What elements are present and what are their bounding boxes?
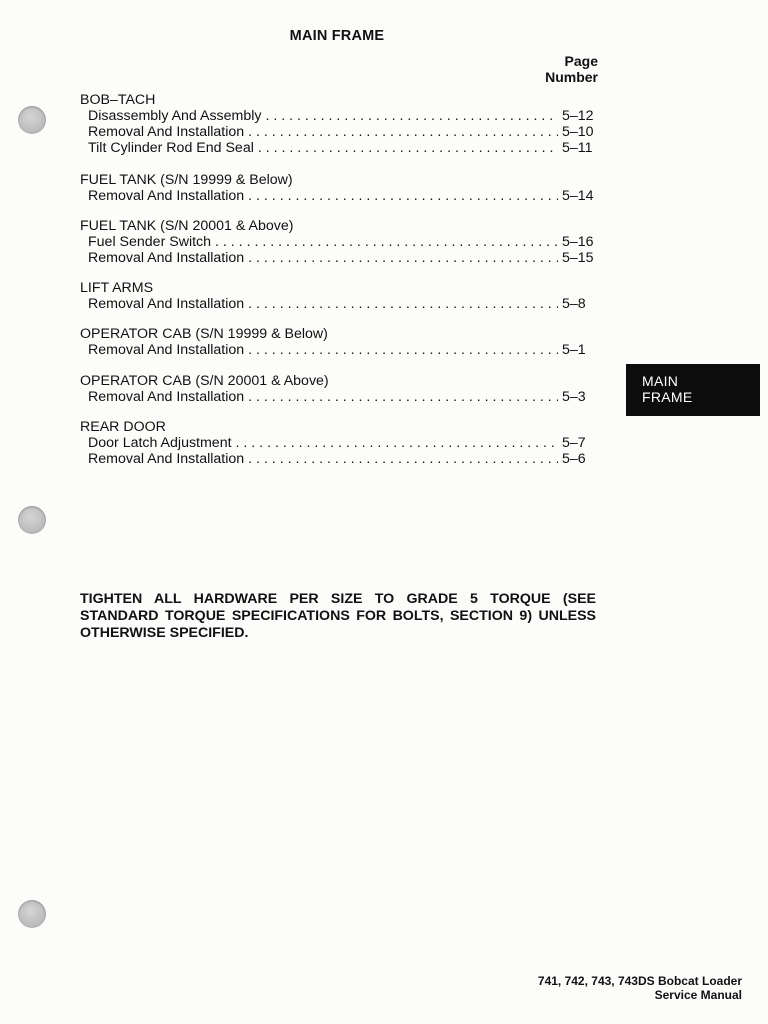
toc-entry-page: 5–8 (562, 296, 586, 312)
toc-entry-label: Door Latch Adjustment (88, 435, 232, 451)
section-tab-line2: FRAME (642, 389, 693, 405)
toc-entry-label: Removal And Installation (88, 124, 245, 140)
toc-entry-label: Removal And Installation (88, 188, 245, 204)
toc-entry-page: 5–1 (562, 342, 586, 358)
toc-heading: LIFT ARMS (80, 280, 154, 296)
page-number-column-header (500, 53, 598, 85)
toc-heading: FUEL TANK (S/N 19999 & Below) (80, 172, 293, 188)
page-title: MAIN FRAME (289, 28, 385, 44)
section-tab-main-frame[interactable] (626, 364, 760, 416)
toc-entry[interactable] (80, 250, 600, 266)
toc-section-rear-door (80, 419, 600, 467)
toc-entry[interactable] (80, 342, 600, 358)
toc-entry[interactable] (80, 188, 600, 204)
toc-section-fuel-tank-below (80, 172, 600, 204)
toc-entry-page: 5–7 (562, 435, 586, 451)
toc-entry[interactable] (80, 451, 600, 467)
footer-line1: 741, 742, 743, 743DS Bobcat Loader (537, 974, 742, 988)
toc-section-operator-cab-above (80, 373, 600, 405)
leader-dots (248, 389, 558, 405)
leader-dots (248, 342, 558, 358)
toc-entry-page: 5–3 (562, 389, 586, 405)
toc-entry-page: 5–15 (562, 250, 594, 266)
toc-section-lift-arms (80, 280, 600, 312)
binder-hole (18, 900, 46, 928)
torque-note: TIGHTEN ALL HARDWARE PER SIZE TO GRADE 5 TORQUE (SEE STANDARD TORQUE SPECIFICATIONS FOR BOLTS, SECTION 9) UNLESS OTHERWISE SPECIFIED. (80, 591, 596, 641)
toc-entry[interactable] (80, 234, 600, 250)
toc-heading: FUEL TANK (S/N 20001 & Above) (80, 218, 294, 234)
toc-entry[interactable] (80, 296, 600, 312)
toc-entry[interactable] (80, 389, 600, 405)
leader-dots (258, 140, 558, 156)
toc-entry[interactable] (80, 140, 600, 156)
toc-entry-label: Fuel Sender Switch (88, 234, 212, 250)
toc-entry-label: Removal And Installation (88, 296, 245, 312)
leader-dots (248, 188, 558, 204)
toc-entry-page: 5–12 (562, 108, 594, 124)
toc-heading: BOB–TACH (80, 92, 156, 108)
toc-entry-label: Removal And Installation (88, 342, 245, 358)
toc-entry-page: 5–11 (562, 140, 593, 156)
binder-hole (18, 506, 46, 534)
leader-dots (215, 234, 558, 250)
toc-heading: OPERATOR CAB (S/N 20001 & Above) (80, 373, 329, 389)
page-header-line1: Page (564, 53, 598, 69)
toc-entry[interactable] (80, 435, 600, 451)
toc-entry-page: 5–16 (562, 234, 594, 250)
toc-entry[interactable] (80, 124, 600, 140)
toc-entry-label: Removal And Installation (88, 389, 245, 405)
toc-entry-page: 5–6 (562, 451, 586, 467)
leader-dots (248, 296, 558, 312)
toc-entry-label: Tilt Cylinder Rod End Seal (88, 140, 254, 156)
toc-entry-label: Disassembly And Assembly (88, 108, 262, 124)
toc-entry-label: Removal And Installation (88, 250, 245, 266)
footer-line2: Service Manual (654, 988, 742, 1002)
leader-dots (248, 451, 558, 467)
toc-section-bob-tach (80, 92, 600, 156)
toc-heading: REAR DOOR (80, 419, 166, 435)
toc-section-fuel-tank-above (80, 218, 600, 266)
leader-dots (236, 435, 558, 451)
footer (538, 974, 742, 1002)
toc-heading: OPERATOR CAB (S/N 19999 & Below) (80, 326, 328, 342)
binder-hole (18, 106, 46, 134)
toc-section-operator-cab-below (80, 326, 600, 358)
toc-entry-page: 5–10 (562, 124, 594, 140)
leader-dots (265, 108, 558, 124)
section-tab-line1: MAIN (642, 373, 679, 389)
toc-entry-label: Removal And Installation (88, 451, 245, 467)
leader-dots (248, 124, 558, 140)
page-header-line2: Number (545, 69, 598, 85)
toc-entry-page: 5–14 (562, 188, 594, 204)
leader-dots (248, 250, 558, 266)
toc-entry[interactable] (80, 108, 600, 124)
